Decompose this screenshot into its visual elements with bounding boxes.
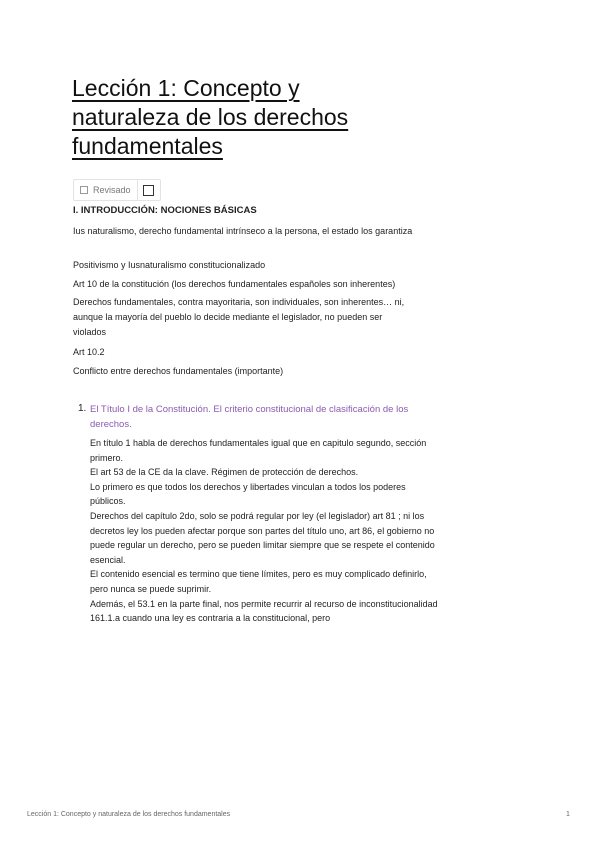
paragraph: Art 10.2 [73, 347, 105, 357]
review-icon [80, 186, 88, 194]
list-body [90, 436, 440, 626]
paragraph: Derechos fundamentales, contra mayoritaria, son individuales, son inherentes… ni, aunque la mayoría del pueblo lo decide mediante el legislador, no pueden ser violados [73, 297, 405, 337]
list-line: El art 53 de la CE da la clave. Régimen de protección de derechos. [90, 467, 359, 478]
list-line: Derechos del capítulo 2do, solo se podrá regular por ley (el legislador) art 81 ; ni los decretos ley los pueden afectar porque son partes del título uno, art 86, el gobierno no puede regular un derecho, pero se pueden limitar siempre que se respete el contenido esencial. [90, 510, 435, 565]
list-line: Lo primero es que todos los derechos y libertades vinculan a todos los poderes públicos. [90, 481, 406, 507]
paragraph: Positivismo y Iusnaturalismo constitucionalizado [73, 260, 266, 270]
list-line: En título 1 habla de derechos fundamentales igual que en capitulo segundo, sección primero. [90, 438, 427, 463]
status-label: Revisado [93, 185, 131, 195]
section-heading: I. INTRODUCCIÓN: NOCIONES BÁSICAS [73, 205, 257, 216]
paragraph: Art 10 de la constitución (los derechos fundamentales españoles son inherentes) [73, 279, 396, 289]
footer-text: Lección 1: Concepto y naturaleza de los derechos fundamentales [27, 811, 231, 818]
list-line: El contenido esencial es termino que tiene límites, pero es muy complicado definirlo, pero nunca se puede suprimir. [90, 569, 427, 594]
review-status [73, 179, 161, 201]
reviewed-checkbox[interactable] [138, 180, 160, 200]
page-number: 1 [566, 811, 570, 818]
paragraph: Conflicto entre derechos fundamentales (importante) [73, 366, 284, 376]
paragraph: Ius naturalismo, derecho fundamental intrínseco a la persona, el estado los garantiza [73, 226, 413, 236]
list-heading: El Título I de la Constitución. El criterio constitucional de clasificación de los derechos. [90, 404, 409, 430]
status-label-group [74, 180, 138, 200]
list-number: 1. [78, 403, 87, 414]
list-line: Además, el 53.1 en la parte final, nos permite recurrir al recurso de inconstitucionalidad 161.1.a cuando una ley es contraria a la constitucional, pero [90, 598, 438, 624]
page-title: Lección 1: Concepto y naturaleza de los derechos fundamentales [72, 75, 349, 159]
